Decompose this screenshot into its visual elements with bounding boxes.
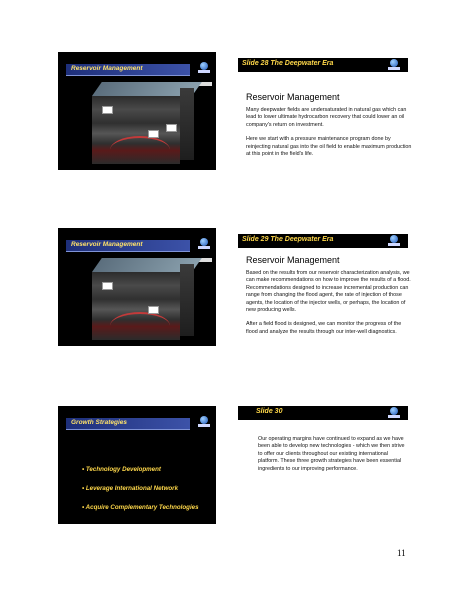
notes-paragraph: Here we start with a pressure maintenance program done by reinjecting natural gas into the oil field to enable maximum production at this point in the field's life. [246, 136, 412, 158]
slide-title-bar [66, 64, 190, 76]
notes-body [246, 270, 414, 343]
notes-paragraph: Many deepwater fields are undersaturated in natural gas which can lead to lower ultimate hydrocarbon recovery that could lower an oil company's return on investment. [246, 107, 407, 128]
company-logo-icon [388, 407, 400, 419]
bullet-item: • Leverage International Network [82, 485, 179, 492]
notes-title: Reservoir Management [246, 255, 340, 265]
slide-title-bar [66, 240, 190, 252]
notes-body [246, 107, 414, 165]
notes-header-text: Slide 30 [256, 408, 283, 415]
notes-paragraph: After a field flood is designed, we can monitor the progress of the flood and analyze the results through our inter-well diagnostics. [246, 321, 402, 335]
slide-28-notes-header [238, 58, 408, 72]
well-label [102, 282, 113, 290]
slide-title-bar [66, 418, 190, 430]
notes-title: Reservoir Management [246, 92, 340, 102]
slide-30-notes-header [238, 406, 408, 420]
notes-header-text: Slide 28 The Deepwater Era [242, 60, 334, 67]
notes-body [258, 436, 408, 480]
company-logo-icon [198, 238, 210, 250]
well-label [166, 124, 177, 132]
slide-29-notes-header [238, 234, 408, 248]
reservoir-cube-image [88, 254, 198, 340]
page-number: 11 [397, 548, 406, 558]
bullet-list [82, 466, 199, 523]
company-logo-icon [198, 62, 210, 74]
bullet-item: • Acquire Complementary Technologies [82, 504, 199, 511]
well-label [102, 106, 113, 114]
slide-title: Growth Strategies [71, 419, 127, 426]
well-label [148, 130, 159, 138]
notes-paragraph: Our operating margins have continued to expand as we have been able to develop new technologies - which we then strive to offer our clients throughout our existing international platform. These three growth strategies have been essential ingredients to our improving performance. [258, 436, 405, 472]
well-label [148, 306, 159, 314]
slide-30-thumbnail [58, 406, 216, 524]
reservoir-cube-image [88, 78, 198, 164]
company-logo-icon [388, 235, 400, 247]
slide-title: Reservoir Management [71, 65, 143, 72]
slide-28-thumbnail [58, 52, 216, 170]
bullet-item: • Technology Development [82, 466, 161, 473]
slide-title: Reservoir Management [71, 241, 143, 248]
company-logo-icon [388, 59, 400, 71]
notes-paragraph: Based on the results from our reservoir characterization analysis, we can make recommendations on how to improve the results of a flood. Recommendations designed to increase incremental production can range from changing the flood agent, the rate of injection of those agents, the location of the injector wells, or perhaps, the location of new producing wells. [246, 270, 411, 314]
notes-header-text: Slide 29 The Deepwater Era [242, 236, 334, 243]
company-logo-icon [198, 416, 210, 428]
slide-29-thumbnail [58, 228, 216, 346]
